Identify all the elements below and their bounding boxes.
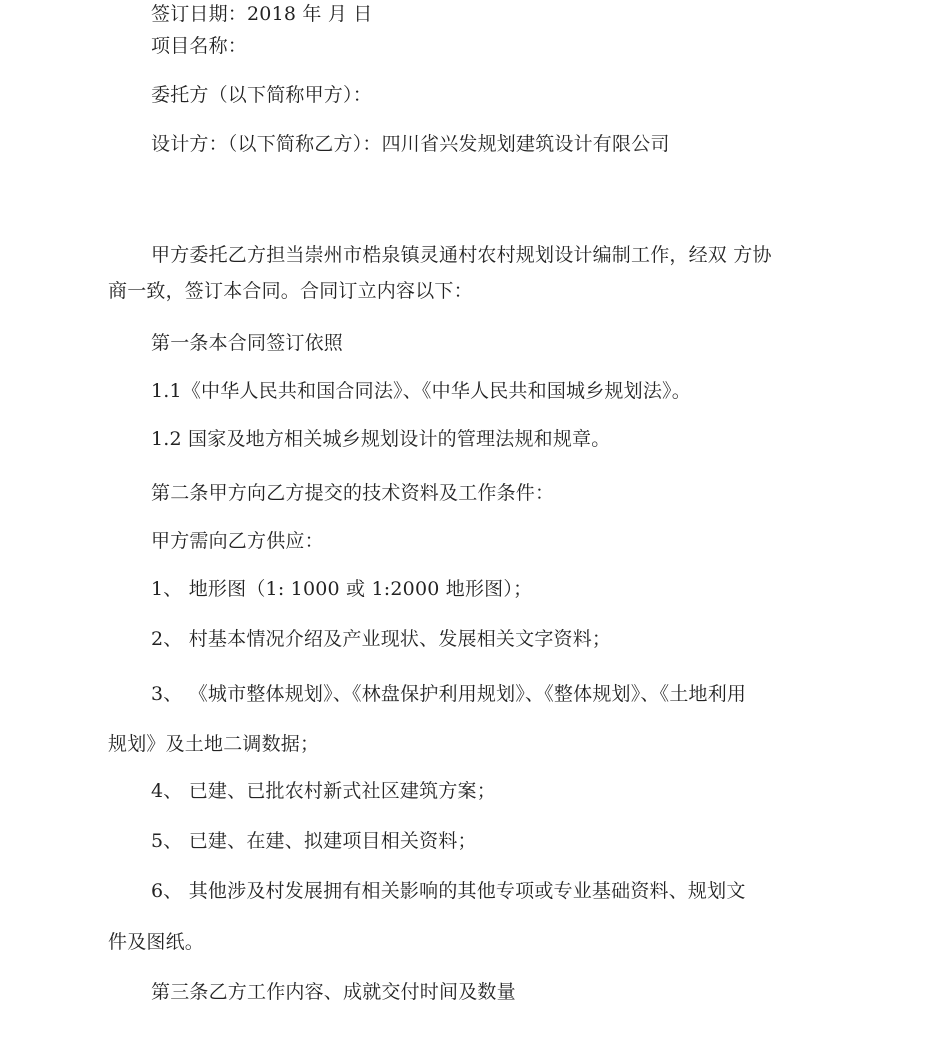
article-2-item-6-line-1: 6、 其他涉及村发展拥有相关影响的其他专项或专业基础资料、规划文 [151,880,746,902]
article-2-item-1: 1、 地形图（1: 1000 或 1:2000 地形图）； [151,578,533,600]
article-1-title: 第一条本合同签订依照 [151,332,344,354]
article-2-item-6-line-2: 件及图纸。 [108,931,205,953]
article-2-title: 第二条甲方向乙方提交的技术资料及工作条件： [151,482,555,504]
article-1-item-2: 1.2 国家及地方相关城乡规划设计的管理法规和规章。 [151,428,611,450]
article-2-item-2: 2、 村基本情况介绍及产业现状、发展相关文字资料； [151,628,612,650]
article-2-subtitle: 甲方需向乙方供应： [151,530,324,552]
article-3-title: 第三条乙方工作内容、成就交付时间及数量 [151,981,516,1003]
designer-line: 设计方：（以下简称乙方）：四川省兴发规划建筑设计有限公司 [151,133,670,155]
article-2-item-5: 5、 已建、在建、拟建项目相关资料； [151,830,477,852]
sign-date-line: 签订日期：2018 年 月 日 [151,3,373,25]
article-2-item-4: 4、 已建、已批农村新式社区建筑方案； [151,780,496,802]
article-1-item-1: 1.1《中华人民共和国合同法》、《中华人民共和国城乡规划法》。 [151,380,691,402]
project-name-line: 项目名称： [151,35,248,57]
article-2-item-3-line-1: 3、 《城市整体规划》、《林盘保护利用规划》、《整体规划》、《土地利用 [151,683,747,705]
intro-paragraph-line-2: 商一致，签订本合同。合同订立内容以下： [108,280,473,302]
article-2-item-3-line-2: 规划》及土地二调数据； [108,733,320,755]
client-line: 委托方（以下简称甲方）： [151,84,372,106]
intro-paragraph-line-1: 甲方委托乙方担当崇州市梏泉镇灵通村农村规划设计编制工作，经双 方协 [151,244,772,266]
